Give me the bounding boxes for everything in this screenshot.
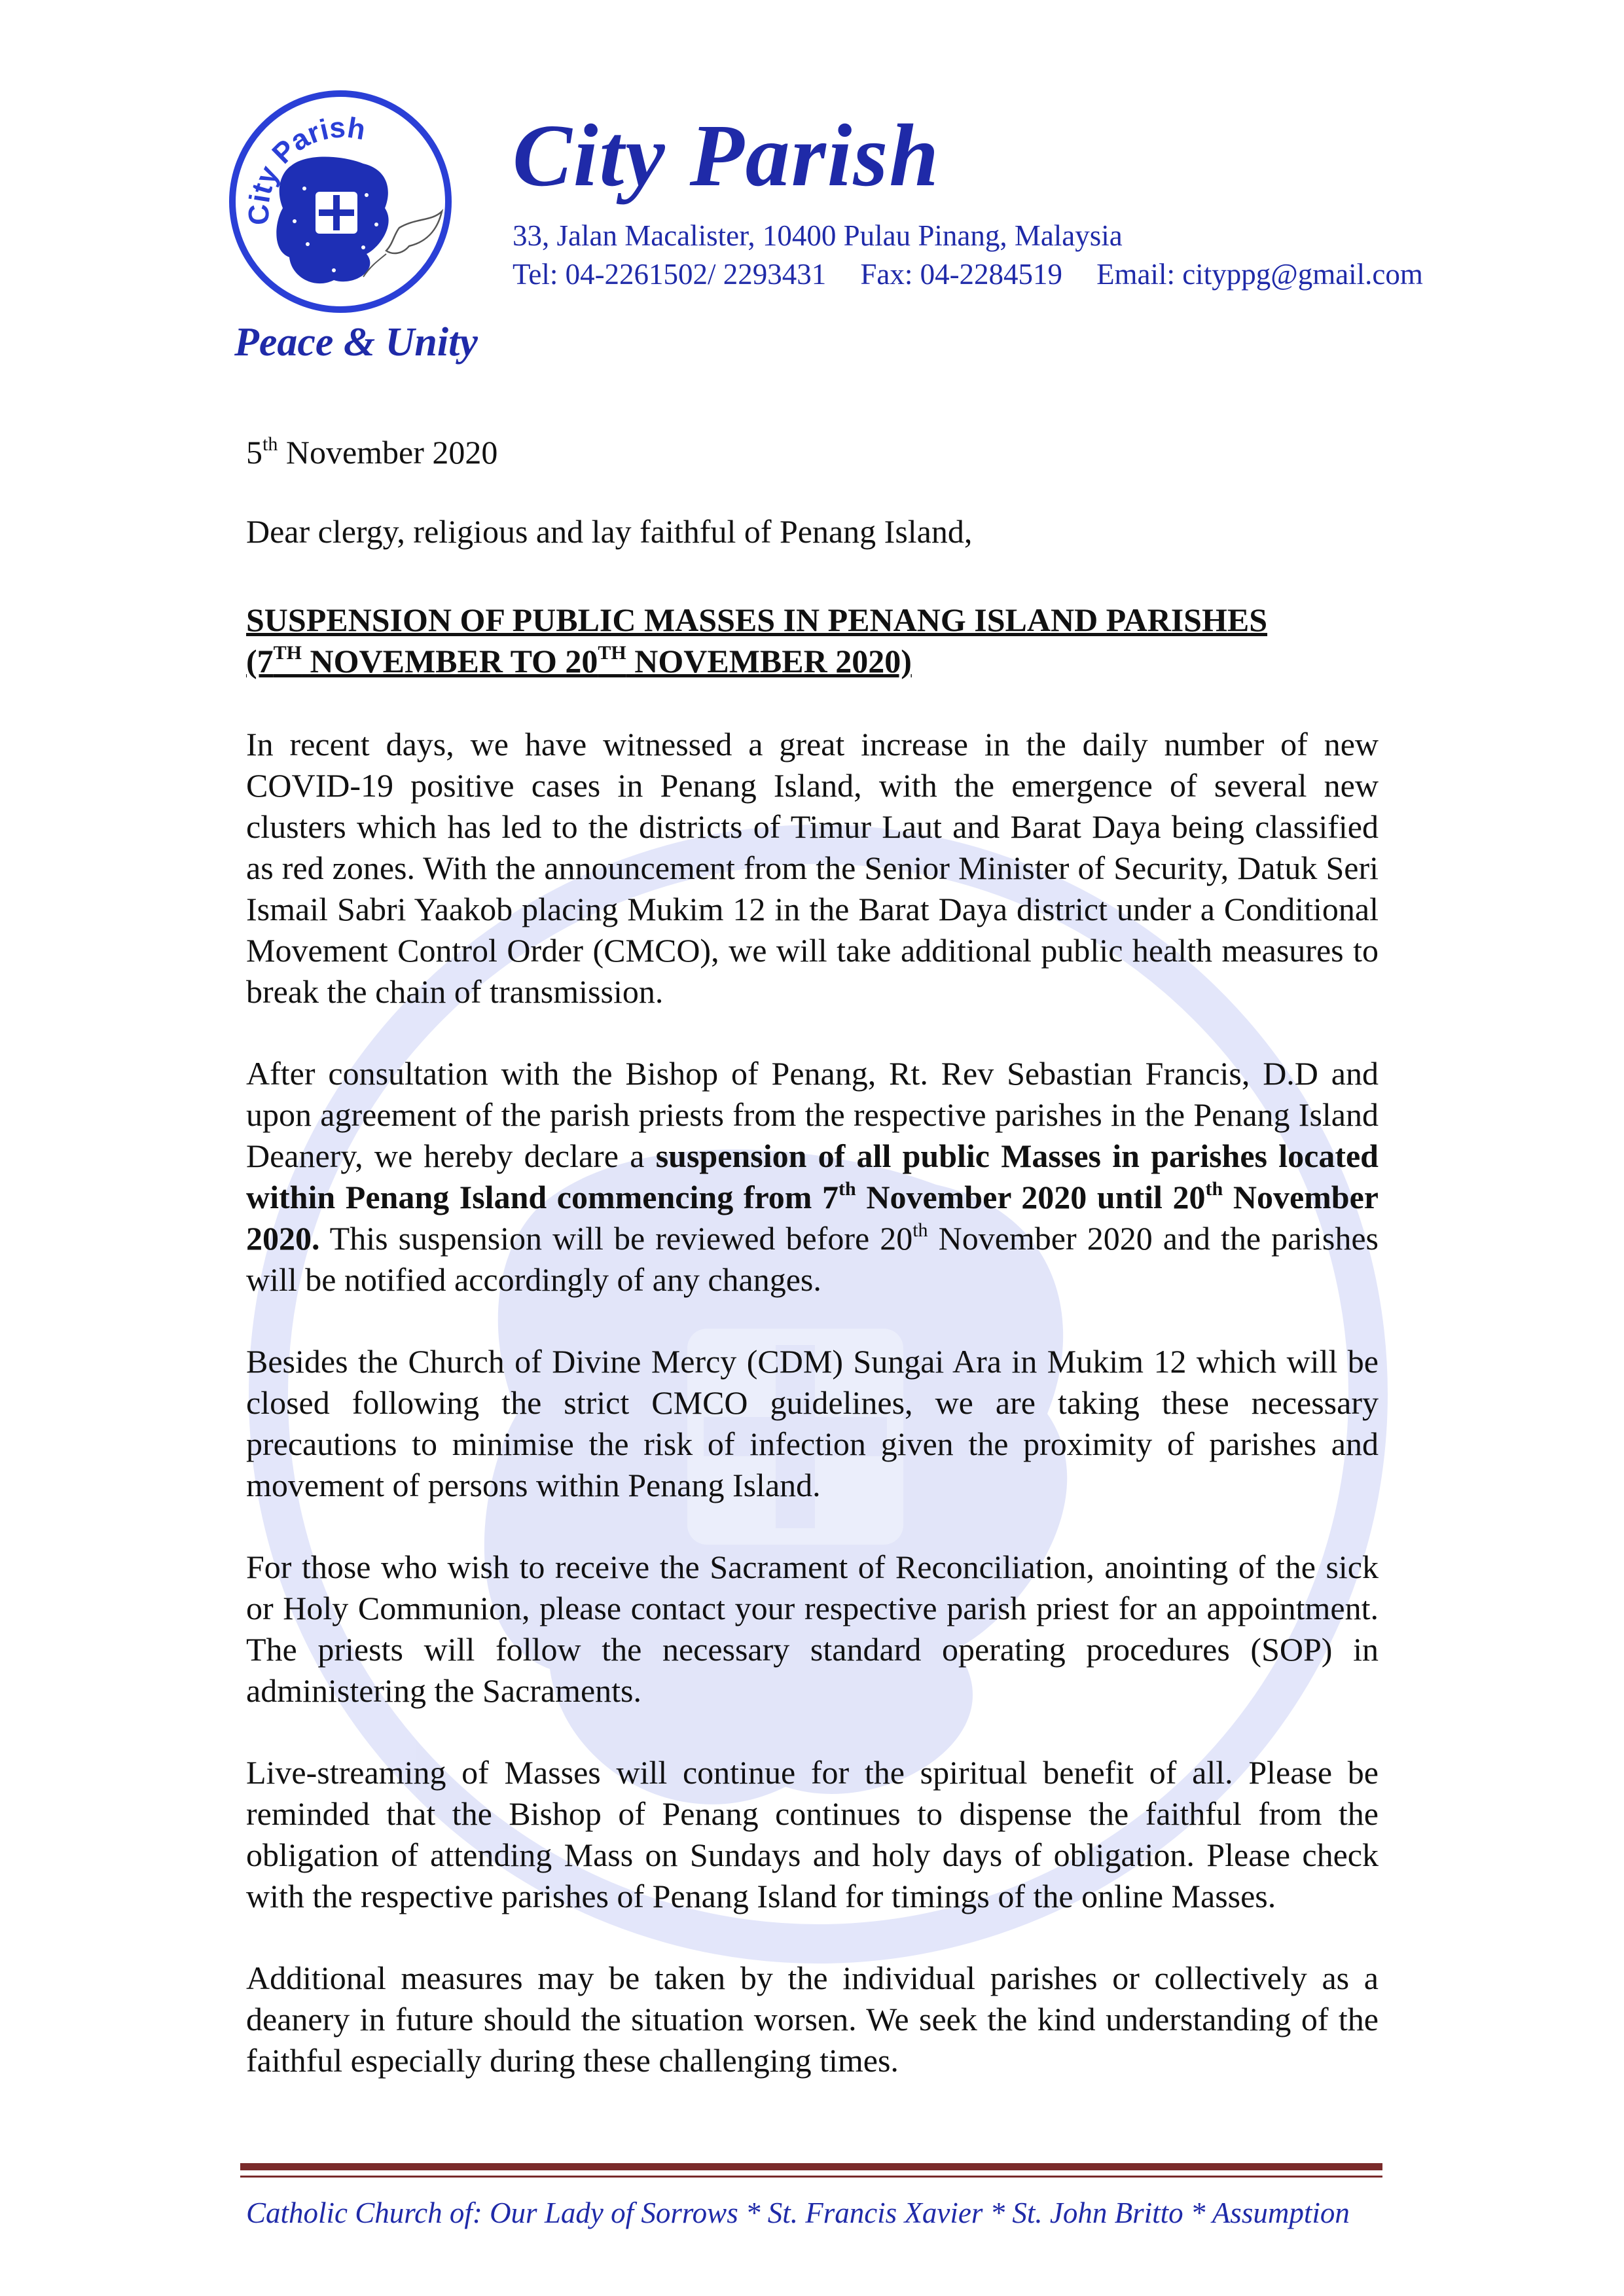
paragraph-cdm-closure: Besides the Church of Divine Mercy (CDM) Sungai Ara in Mukim 12 which will be closed following the strict CMCO guidelines, we are taking these necessary precautions to minimise the risk of infection given the proximity of parishes and movement of persons within Penang Island. (246, 1343, 1379, 1503)
footer-rule-thick (240, 2163, 1382, 2170)
subject-heading: SUSPENSION OF PUBLIC MASSES IN PENANG ISLAND PARISHES (7TH NOVEMBER TO 20TH NOVEMBER 2020) (246, 601, 1268, 679)
parish-contact (513, 257, 1423, 291)
telephone-number: Tel: 04-2261502/ 2293431 (513, 258, 827, 291)
suspension-emphasis: suspension of all public Masses in parishes located within Penang Island commencing from 7th November 2020 until 20th November 2020. (246, 1138, 1379, 1257)
salutation: Dear clergy, religious and lay faithful of Penang Island, (246, 513, 973, 550)
letter-body (246, 432, 1379, 2122)
email-address[interactable]: Email: cityppg@gmail.com (1096, 258, 1423, 291)
logo-arc-text: City Parish (242, 111, 368, 226)
paragraph-suspension-declaration: After consultation with the Bishop of Penang, Rt. Rev Sebastian Francis, D.D and upon agreement of the parish priests from the respective parishes in the Penang Island Deanery, we hereby declare a suspension of all public Masses in parishes located within Penang Island commencing from 7th November 2020 until 20th November 2020. This suspension will be reviewed before 20th November 2020 and the parishes will be notified accordingly of any changes. (246, 1055, 1379, 1298)
paragraph-live-streaming: Live-streaming of Masses will continue for the spiritual benefit of all. Please be reminded that the Bishop of Penang continues to dispense the faithful from the obligation of attending Mass on Sundays and holy days of obligation. Please check with the respective parishes of Penang Island for timings of the online Masses. (246, 1754, 1379, 1914)
paragraph-covid-situation: In recent days, we have witnessed a great increase in the daily number of new COVID-19 positive cases in Penang Island, with the emergence of several new clusters which has led to the districts of Timur Laut and Barat Daya being classified as red zones. With the announcement from the Senior Minister of Security, Datuk Seri Ismail Sabri Yaakob placing Mukim 12 in the Barat Daya district under a Conditional Movement Control Order (CMCO), we will take additional public health measures to break the chain of transmission. (246, 726, 1379, 1010)
parish-name: City Parish (513, 107, 940, 205)
city-parish-logo (229, 90, 455, 313)
fax-number: Fax: 04-2284519 (860, 258, 1063, 291)
parish-motto: Peace & Unity (234, 320, 478, 365)
footer-churches: Catholic Church of: Our Lady of Sorrows * St. Francis Xavier * St. John Britto * Assumption (246, 2197, 1350, 2229)
letter-date: 5th November 2020 (246, 433, 498, 471)
paragraph-sacraments: For those who wish to receive the Sacrament of Reconciliation, anointing of the sick or Holy Communion, please contact your respective parish priest for an appointment. The priests will follow the necessary standard operating procedures (SOP) in administering the Sacraments. (246, 1549, 1379, 1709)
paragraph-additional-measures: Additional measures may be taken by the individual parishes or collectively as a deanery in future should the situation worsen. We seek the kind understanding of the faithful especially during these challenging times. (246, 1960, 1379, 2079)
footer-rule-thin (240, 2176, 1382, 2178)
parish-address: 33, Jalan Macalister, 10400 Pulau Pinang, Malaysia (513, 219, 1123, 252)
